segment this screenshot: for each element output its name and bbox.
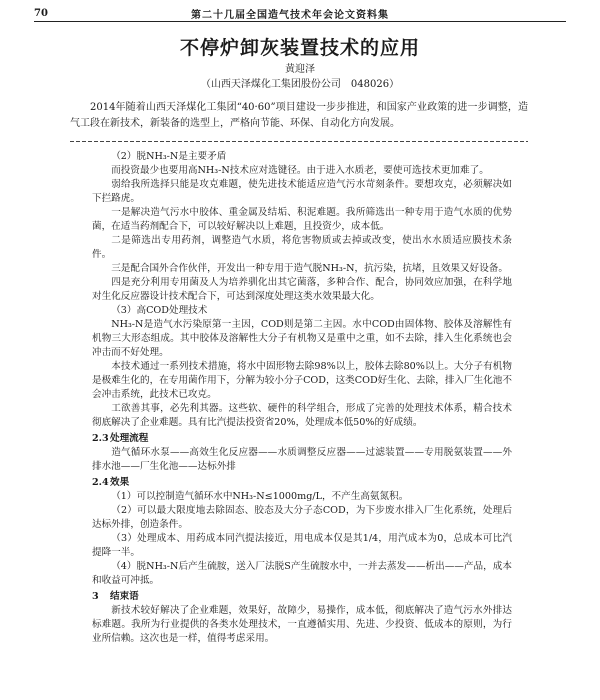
paragraph: （1）可以控制造气循环水中NH₃-N≤1000mg/L，不产生高氨氮积。 xyxy=(111,491,409,502)
running-header xyxy=(34,6,566,20)
body-text xyxy=(92,150,512,695)
paragraph: 四是充分利用专用菌及人为培养驯化出其它菌落，多种合作、配合，协同效应加强，在科学地对生化反应器设计技术配合下，可达到深度处理这类水效果最大化。 xyxy=(92,277,512,302)
author-affiliation: （山西天泽煤化工集团股份公司 048026） xyxy=(200,79,400,90)
paragraph: 本技术通过一系列技术措施，将水中固形物去除98%以上，胶体去除80%以上。大分子有机物是极难生化的，在专用菌作用下，分解为较小分子COD，这类COD好生化、去除，排入厂生化池不会冲击系统，此技术已攻克。 xyxy=(92,361,512,400)
section-title: 结束语 xyxy=(110,591,139,602)
abstract: 2014年随着山西天泽煤化工集团“40·60”项目建设一步步推进，和国家产业政策的进一步调整，造气工段在新技术，新装备的选型上，严格向节能、环保、自动化方向发展。 xyxy=(70,102,528,129)
page-number: 70 xyxy=(34,7,48,19)
paragraph: 而投资最少也要用高NH₃-N技术应对选键径。由于进入水质老，要使可选技术更加难了。 xyxy=(111,165,489,176)
header-rule xyxy=(34,21,566,22)
section-heading xyxy=(92,432,512,446)
paragraph: 工欲善其事，必先利其器。这些软、硬件的科学组合，形成了完善的处理技术体系，精合技术彻底解决了企业难题。具有比汽提法投资省20%，处理成本低50%的好成绩。 xyxy=(92,403,512,428)
paragraph: （2）可以最大限度地去除固态、胶态及大分子态COD，为下步废水排入厂生化系统，处理后达标外排，创造条件。 xyxy=(92,505,512,530)
section-number: 2.3 xyxy=(92,433,109,444)
paragraph: （4）脱NH₃-N后产生硫胺，送入厂法脱S产生硫胺水中，一并去蒸发——析出——产品，成本和收益可冲抵。 xyxy=(92,561,512,586)
section-heading xyxy=(92,590,512,604)
paragraph: 二是筛选出专用药剂，调整造气水质，将危害物质或去掉或改变，使出水水质适应膜技术条件。 xyxy=(92,235,512,260)
paragraph: 一是解决造气污水中胶体、重金属及结垢、积泥难题。我所筛选出一种专用于造气水质的优势菌，在适当药剂配合下，可以较好解决以上难题，且投资少，成本低。 xyxy=(92,207,512,232)
paragraph: NH₃-N是造气水污染原第一主因，COD则是第二主因。水中COD由固体物、胶体及溶解性有机物三大形态组成。其中胶体及溶解性大分子有机物又是重中之重，如不去除，排入生化系统也会冲击而不好处理。 xyxy=(92,319,512,358)
paragraph: 造气循环水泵——高效生化反应器——水质调整反应器——过滤装置——专用脱氨装置——外排水池——厂生化池——达标外排 xyxy=(92,447,512,472)
section-number: 3 xyxy=(92,591,99,602)
paragraph: 三是配合国外合作伙伴，开发出一种专用于造气脱NH₃-N，抗污染，抗堵，且效果又好设备。 xyxy=(111,263,508,274)
paragraph: 弱给我所选择只能是攻克难题，使先进技术能适应造气污水苛刻条件。要想攻克，必须解决如下拦路虎。 xyxy=(92,179,512,204)
section-heading xyxy=(92,476,512,490)
subsection-heading: （2）脱NH₃-N是主要矛盾 xyxy=(111,151,227,162)
author-name: 黄迎泽 xyxy=(285,64,315,75)
section-title: 处理流程 xyxy=(110,433,149,444)
paragraph: 新技术较好解决了企业难题，效果好，故障少，易操作，成本低，彻底解决了造气污水外排达标难题。我所为行业提供的各类水处理技术，一直遵循实用、先进、少投资、低成本的原则，为行业所信赖。这次也是一样，值得考虑采用。 xyxy=(92,605,512,644)
section-number: 2.4 xyxy=(92,477,109,488)
paragraph: （3）处理成本、用药成本同汽提法接近，用电成本仅是其1/4，用汽成本为0，总成本可比汽提降一半。 xyxy=(92,533,512,558)
journal-title: 第二十几届全国造气技术年会论文资料集 xyxy=(191,9,389,21)
section-title: 效果 xyxy=(110,477,130,488)
abstract-divider xyxy=(70,139,528,145)
subsection-heading: （3）高COD处理技术 xyxy=(111,305,208,316)
paper-title: 不停炉卸灰装置技术的应用 xyxy=(179,37,420,59)
